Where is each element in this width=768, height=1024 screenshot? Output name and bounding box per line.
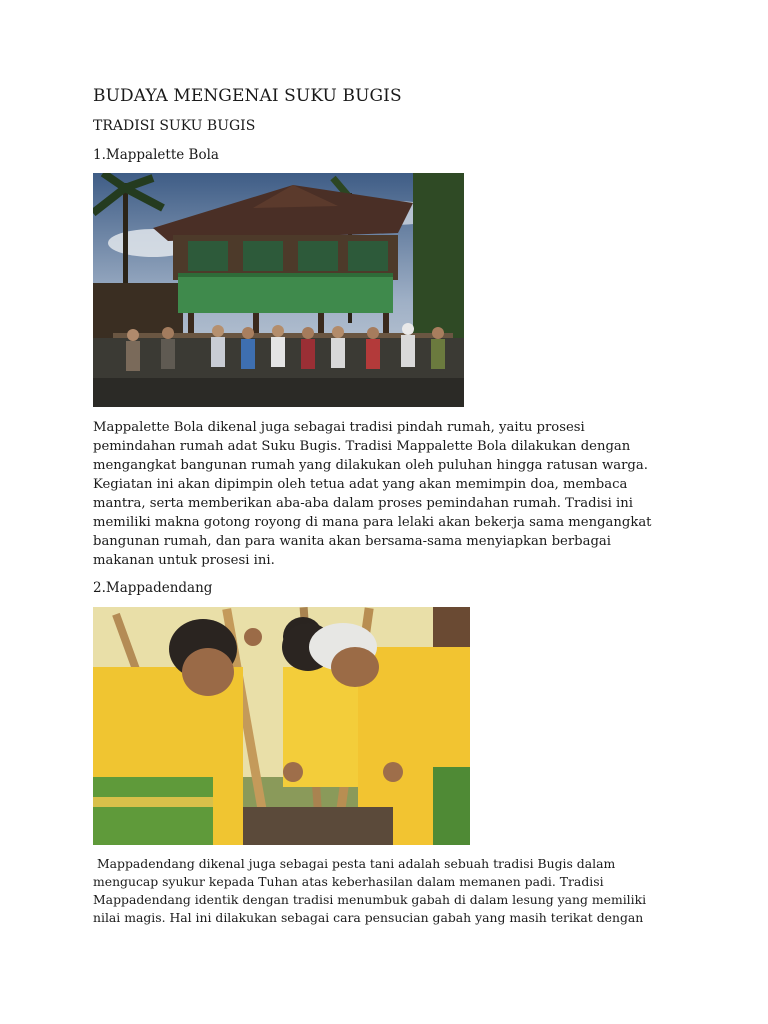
section-heading-mappalette-bola: 1.Mappalette Bola	[93, 147, 219, 163]
document-subtitle: TRADISI SUKU BUGIS	[93, 118, 256, 134]
section-paragraph-mappalette-bola: Mappalette Bola dikenal juga sebagai tradisi pindah rumah, yaitu prosesi pemindahan rumah adat Suku Bugis. Tradisi Mappalette Bola dilakukan dengan mengangkat bangunan rumah yang dilakukan oleh puluhan hingga ratusan warga. Kegiatan ini akan dipimpin oleh tetua adat yang akan memimpin doa, membaca mantra, serta memberikan aba-aba dalam proses pemindahan rumah. Tradisi ini memiliki makna gotong royong di mana para lelaki akan bekerja sama mengangkat bangunan rumah, dan para wanita akan bersama-sama menyiapkan berbagai makanan untuk prosesi ini.	[93, 420, 652, 568]
section-heading-mappadendang: 2.Mappadendang	[93, 580, 213, 596]
document-title: BUDAYA MENGENAI SUKU BUGIS	[93, 86, 402, 106]
photo-mappadendang	[93, 607, 470, 845]
section-paragraph-mappadendang: Mappadendang dikenal juga sebagai pesta tani adalah sebuah tradisi Bugis dalam mengucap syukur kepada Tuhan atas keberhasilan dalam memanen padi. Tradisi Mappadendang identik dengan tradisi menumbuk gabah di dalam lesung yang memiliki nilai magis. Hal ini dilakukan sebagai cara pensucian gabah yang masih terikat dengan	[93, 856, 647, 925]
photo-mappalette-bola	[93, 173, 464, 407]
